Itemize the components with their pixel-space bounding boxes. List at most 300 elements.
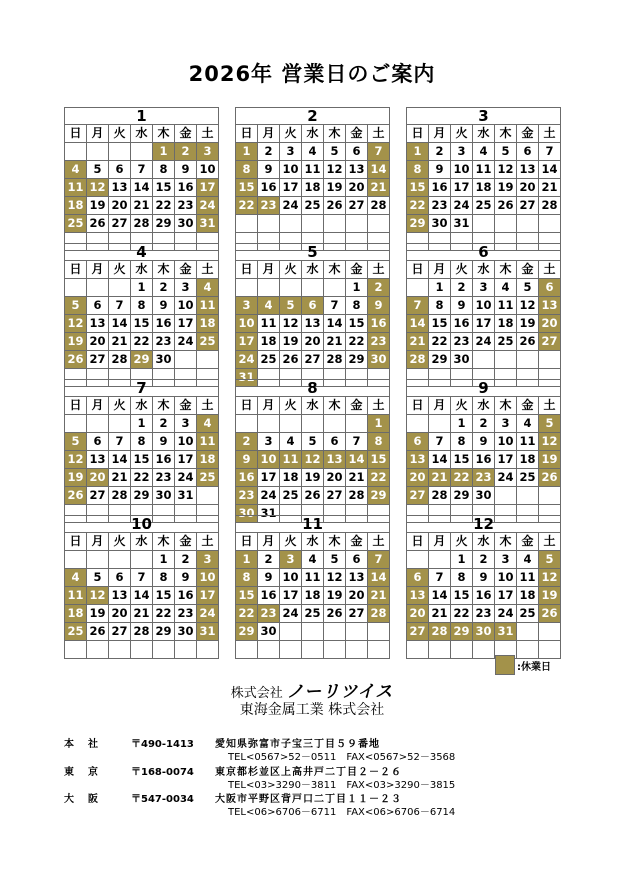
weekday-label: 土 — [368, 125, 390, 143]
day-cell: 23 — [429, 197, 451, 215]
holiday-cell: 25 — [65, 215, 87, 233]
day-cell: 20 — [87, 333, 109, 351]
day-cell: 17 — [175, 451, 197, 469]
empty-cell — [324, 279, 346, 297]
day-cell: 31 — [451, 215, 473, 233]
day-cell: 26 — [87, 215, 109, 233]
day-cell: 15 — [131, 451, 153, 469]
day-cell: 25 — [302, 197, 324, 215]
holiday-cell: 18 — [197, 315, 219, 333]
empty-cell — [175, 641, 197, 659]
holiday-cell: 1 — [236, 551, 258, 569]
day-cell: 21 — [429, 605, 451, 623]
holiday-cell: 4 — [65, 161, 87, 179]
day-cell: 18 — [258, 333, 280, 351]
empty-cell — [109, 551, 131, 569]
day-cell: 3 — [175, 415, 197, 433]
day-cell: 2 — [429, 143, 451, 161]
holiday-cell: 19 — [65, 469, 87, 487]
month-label: 8 — [236, 380, 390, 397]
office-row — [0, 763, 624, 777]
month-label: 9 — [407, 380, 561, 397]
weekday-label: 月 — [258, 533, 280, 551]
day-cell: 15 — [346, 315, 368, 333]
weekday-label: 水 — [473, 397, 495, 415]
day-cell: 16 — [258, 587, 280, 605]
holiday-cell: 25 — [197, 469, 219, 487]
weekday-label: 月 — [429, 125, 451, 143]
holiday-cell: 2 — [175, 143, 197, 161]
day-cell: 10 — [280, 161, 302, 179]
day-cell: 18 — [495, 315, 517, 333]
day-cell: 12 — [324, 161, 346, 179]
day-cell: 7 — [109, 433, 131, 451]
empty-cell — [175, 351, 197, 369]
day-cell: 5 — [87, 569, 109, 587]
holiday-cell: 4 — [197, 415, 219, 433]
day-cell: 21 — [109, 333, 131, 351]
day-cell: 22 — [153, 197, 175, 215]
day-cell: 6 — [109, 569, 131, 587]
weekday-label: 木 — [153, 125, 175, 143]
holiday-cell: 28 — [368, 605, 390, 623]
day-cell: 27 — [87, 487, 109, 505]
day-cell: 11 — [258, 315, 280, 333]
day-cell: 2 — [153, 415, 175, 433]
day-cell: 29 — [451, 487, 473, 505]
day-cell: 30 — [451, 351, 473, 369]
day-cell: 6 — [346, 551, 368, 569]
holiday-cell: 13 — [324, 451, 346, 469]
empty-cell — [197, 641, 219, 659]
empty-cell — [65, 415, 87, 433]
day-cell: 17 — [495, 587, 517, 605]
holiday-cell: 28 — [429, 623, 451, 641]
weekday-label: 日 — [236, 125, 258, 143]
empty-cell — [539, 215, 561, 233]
weekday-label: 水 — [131, 397, 153, 415]
day-cell: 7 — [346, 433, 368, 451]
day-cell: 19 — [87, 197, 109, 215]
office-row — [0, 735, 624, 749]
day-cell: 28 — [539, 197, 561, 215]
holiday-cell: 11 — [65, 179, 87, 197]
day-cell: 22 — [346, 333, 368, 351]
day-cell: 23 — [175, 197, 197, 215]
weekday-label: 金 — [517, 533, 539, 551]
weekday-label: 金 — [175, 125, 197, 143]
day-cell: 9 — [429, 161, 451, 179]
day-cell: 3 — [495, 415, 517, 433]
day-cell: 7 — [131, 161, 153, 179]
empty-cell — [109, 641, 131, 659]
holiday-cell: 3 — [197, 551, 219, 569]
holiday-cell: 6 — [539, 279, 561, 297]
day-cell: 26 — [495, 197, 517, 215]
day-cell: 14 — [131, 179, 153, 197]
weekday-label: 金 — [175, 261, 197, 279]
empty-cell — [236, 279, 258, 297]
holiday-cell: 27 — [407, 623, 429, 641]
holiday-cell: 15 — [368, 451, 390, 469]
day-cell: 6 — [324, 433, 346, 451]
weekday-label: 土 — [539, 397, 561, 415]
day-cell: 23 — [473, 605, 495, 623]
empty-cell — [368, 623, 390, 641]
day-cell: 27 — [346, 605, 368, 623]
holiday-cell: 16 — [368, 315, 390, 333]
day-cell: 31 — [258, 505, 280, 523]
holiday-cell: 29 — [131, 351, 153, 369]
day-cell: 18 — [302, 587, 324, 605]
day-cell: 26 — [517, 333, 539, 351]
holiday-cell: 12 — [539, 569, 561, 587]
holiday-cell: 27 — [539, 333, 561, 351]
day-cell: 14 — [539, 161, 561, 179]
weekday-label: 日 — [65, 261, 87, 279]
day-cell: 16 — [473, 451, 495, 469]
day-cell: 15 — [429, 315, 451, 333]
day-cell: 8 — [153, 569, 175, 587]
office-zip: 〒168-0074 — [131, 767, 194, 778]
office-address: 大阪市平野区背戸口二丁目１１－２３ — [215, 794, 402, 805]
holiday-cell: 17 — [236, 333, 258, 351]
month-label: 4 — [65, 244, 219, 261]
empty-cell — [236, 215, 258, 233]
day-cell: 21 — [324, 333, 346, 351]
day-cell: 15 — [153, 179, 175, 197]
day-cell: 10 — [175, 297, 197, 315]
day-cell: 27 — [346, 197, 368, 215]
day-cell: 18 — [280, 469, 302, 487]
holiday-cell: 20 — [407, 605, 429, 623]
holiday-cell: 23 — [473, 469, 495, 487]
weekday-label: 日 — [236, 533, 258, 551]
day-cell: 7 — [429, 569, 451, 587]
day-cell: 30 — [153, 351, 175, 369]
holiday-cell: 9 — [236, 451, 258, 469]
office-tel: TEL<06>6706－6711 FAX<06>6706－6714 — [228, 807, 456, 818]
weekday-label: 月 — [258, 397, 280, 415]
holiday-cell: 21 — [368, 587, 390, 605]
legend — [495, 655, 551, 675]
empty-cell — [87, 415, 109, 433]
empty-cell — [197, 487, 219, 505]
holiday-cell: 31 — [197, 215, 219, 233]
weekday-label: 月 — [429, 533, 451, 551]
day-cell: 2 — [451, 279, 473, 297]
day-cell: 25 — [473, 197, 495, 215]
weekday-label: 火 — [109, 125, 131, 143]
empty-cell — [258, 415, 280, 433]
weekday-label: 火 — [280, 533, 302, 551]
day-cell: 24 — [495, 605, 517, 623]
holiday-cell: 24 — [197, 197, 219, 215]
empty-cell — [473, 351, 495, 369]
holiday-cell: 25 — [65, 623, 87, 641]
day-cell: 24 — [495, 469, 517, 487]
empty-cell — [407, 279, 429, 297]
holiday-cell: 28 — [407, 351, 429, 369]
day-cell: 24 — [175, 333, 197, 351]
day-cell: 21 — [539, 179, 561, 197]
holiday-cell: 20 — [539, 315, 561, 333]
day-cell: 28 — [131, 623, 153, 641]
holiday-cell: 30 — [473, 623, 495, 641]
weekday-label: 日 — [65, 125, 87, 143]
weekday-label: 木 — [495, 533, 517, 551]
day-cell: 29 — [153, 215, 175, 233]
empty-cell — [451, 641, 473, 659]
holiday-cell: 21 — [429, 469, 451, 487]
day-cell: 28 — [429, 487, 451, 505]
day-cell: 12 — [495, 161, 517, 179]
holiday-swatch — [495, 655, 515, 675]
day-cell: 11 — [495, 297, 517, 315]
day-cell: 23 — [175, 605, 197, 623]
day-cell: 1 — [153, 551, 175, 569]
day-cell: 9 — [473, 569, 495, 587]
day-cell: 27 — [302, 351, 324, 369]
day-cell: 15 — [451, 451, 473, 469]
empty-cell — [368, 215, 390, 233]
day-cell: 24 — [473, 333, 495, 351]
day-cell: 10 — [451, 161, 473, 179]
day-cell: 10 — [473, 297, 495, 315]
weekday-label: 月 — [429, 261, 451, 279]
day-cell: 28 — [368, 197, 390, 215]
weekday-label: 火 — [451, 533, 473, 551]
holiday-cell: 11 — [280, 451, 302, 469]
day-cell: 5 — [517, 279, 539, 297]
day-cell: 19 — [280, 333, 302, 351]
holiday-cell: 8 — [236, 569, 258, 587]
day-cell: 8 — [131, 297, 153, 315]
month-calendar — [406, 379, 561, 523]
legend-label: :休業日 — [517, 661, 551, 673]
month-calendar — [64, 107, 219, 251]
day-cell: 16 — [473, 587, 495, 605]
empty-cell — [346, 623, 368, 641]
holiday-cell: 14 — [368, 161, 390, 179]
day-cell: 30 — [429, 215, 451, 233]
holiday-cell: 5 — [280, 297, 302, 315]
empty-cell — [87, 143, 109, 161]
holiday-cell: 11 — [197, 433, 219, 451]
weekday-label: 水 — [131, 533, 153, 551]
holiday-cell: 1 — [407, 143, 429, 161]
day-cell: 25 — [517, 469, 539, 487]
weekday-label: 日 — [407, 125, 429, 143]
day-cell: 4 — [517, 551, 539, 569]
month-calendar — [406, 515, 561, 659]
day-cell: 18 — [302, 179, 324, 197]
empty-cell — [302, 215, 324, 233]
holiday-cell: 21 — [407, 333, 429, 351]
day-cell: 25 — [258, 351, 280, 369]
day-cell: 27 — [109, 623, 131, 641]
day-cell: 20 — [109, 605, 131, 623]
weekday-label: 金 — [346, 533, 368, 551]
day-cell: 7 — [131, 569, 153, 587]
day-cell: 11 — [302, 569, 324, 587]
holiday-cell: 25 — [197, 333, 219, 351]
holiday-cell: 29 — [368, 487, 390, 505]
holiday-cell: 5 — [539, 551, 561, 569]
day-cell: 19 — [302, 469, 324, 487]
holiday-cell: 17 — [197, 179, 219, 197]
day-cell: 20 — [517, 179, 539, 197]
day-cell: 3 — [473, 279, 495, 297]
holiday-cell: 1 — [368, 415, 390, 433]
day-cell: 23 — [451, 333, 473, 351]
day-cell: 12 — [324, 569, 346, 587]
day-cell: 24 — [280, 197, 302, 215]
office-tel-row — [0, 776, 624, 790]
empty-cell — [346, 641, 368, 659]
day-cell: 22 — [153, 605, 175, 623]
month-calendar — [235, 243, 390, 387]
empty-cell — [429, 551, 451, 569]
day-cell: 17 — [175, 315, 197, 333]
month-label: 3 — [407, 108, 561, 125]
holiday-cell: 26 — [539, 605, 561, 623]
weekday-label: 火 — [451, 125, 473, 143]
weekday-label: 木 — [153, 397, 175, 415]
holiday-cell: 4 — [197, 279, 219, 297]
day-cell: 11 — [517, 569, 539, 587]
empty-cell — [258, 641, 280, 659]
day-cell: 8 — [451, 569, 473, 587]
day-cell: 9 — [175, 161, 197, 179]
empty-cell — [109, 279, 131, 297]
day-cell: 29 — [429, 351, 451, 369]
weekday-label: 火 — [109, 533, 131, 551]
weekday-label: 水 — [302, 533, 324, 551]
day-cell: 9 — [153, 433, 175, 451]
weekday-label: 火 — [280, 397, 302, 415]
empty-cell — [258, 215, 280, 233]
day-cell: 23 — [153, 469, 175, 487]
day-cell: 17 — [280, 179, 302, 197]
day-cell: 27 — [324, 487, 346, 505]
holiday-cell: 22 — [451, 469, 473, 487]
weekday-label: 木 — [495, 397, 517, 415]
day-cell: 15 — [153, 587, 175, 605]
holiday-cell: 29 — [407, 215, 429, 233]
day-cell: 8 — [153, 161, 175, 179]
holiday-cell: 4 — [65, 569, 87, 587]
day-cell: 29 — [346, 351, 368, 369]
month-label: 5 — [236, 244, 390, 261]
day-cell: 7 — [429, 433, 451, 451]
weekday-label: 木 — [153, 533, 175, 551]
day-cell: 10 — [280, 569, 302, 587]
day-cell: 28 — [346, 487, 368, 505]
weekday-label: 火 — [280, 261, 302, 279]
empty-cell — [153, 641, 175, 659]
weekday-label: 木 — [324, 125, 346, 143]
holiday-cell: 12 — [87, 179, 109, 197]
day-cell: 13 — [87, 451, 109, 469]
day-cell: 4 — [302, 143, 324, 161]
day-cell: 15 — [131, 315, 153, 333]
day-cell: 16 — [451, 315, 473, 333]
day-cell: 14 — [131, 587, 153, 605]
day-cell: 13 — [87, 315, 109, 333]
holiday-cell: 30 — [236, 505, 258, 523]
day-cell: 3 — [258, 433, 280, 451]
day-cell: 13 — [109, 587, 131, 605]
holiday-cell: 8 — [368, 433, 390, 451]
day-cell: 25 — [517, 605, 539, 623]
empty-cell — [280, 623, 302, 641]
day-cell: 21 — [346, 469, 368, 487]
weekday-label: 火 — [451, 397, 473, 415]
day-cell: 1 — [346, 279, 368, 297]
office-name: 東京 — [64, 767, 112, 778]
weekday-label: 木 — [153, 261, 175, 279]
day-cell: 21 — [109, 469, 131, 487]
holiday-cell: 29 — [451, 623, 473, 641]
holiday-cell: 2 — [368, 279, 390, 297]
holiday-cell: 3 — [280, 551, 302, 569]
holiday-cell: 8 — [236, 161, 258, 179]
day-cell: 31 — [175, 487, 197, 505]
day-cell: 4 — [280, 433, 302, 451]
empty-cell — [131, 641, 153, 659]
day-cell: 20 — [346, 179, 368, 197]
weekday-label: 金 — [346, 261, 368, 279]
day-cell: 14 — [324, 315, 346, 333]
holiday-cell: 14 — [346, 451, 368, 469]
holiday-cell: 16 — [236, 469, 258, 487]
holiday-cell: 12 — [302, 451, 324, 469]
day-cell: 2 — [473, 415, 495, 433]
month-label: 12 — [407, 516, 561, 533]
weekday-label: 水 — [473, 533, 495, 551]
weekday-label: 水 — [473, 125, 495, 143]
page-title: 2026年 営業日のご案内 — [188, 62, 436, 86]
company-brand-logo: ノーリツイス — [286, 682, 394, 702]
empty-cell — [236, 641, 258, 659]
weekday-label: 日 — [236, 261, 258, 279]
day-cell: 16 — [153, 451, 175, 469]
office-zip: 〒547-0034 — [131, 794, 194, 805]
weekday-label: 水 — [302, 261, 324, 279]
empty-cell — [324, 215, 346, 233]
day-cell: 16 — [429, 179, 451, 197]
weekday-label: 水 — [473, 261, 495, 279]
day-cell: 14 — [429, 587, 451, 605]
weekday-label: 日 — [65, 397, 87, 415]
month-label: 11 — [236, 516, 390, 533]
month-calendar — [235, 515, 390, 659]
day-cell: 5 — [324, 143, 346, 161]
day-cell: 2 — [153, 279, 175, 297]
empty-cell — [87, 641, 109, 659]
holiday-cell: 19 — [65, 333, 87, 351]
month-calendar — [235, 107, 390, 251]
weekday-label: 土 — [368, 261, 390, 279]
day-cell: 10 — [495, 433, 517, 451]
holiday-cell: 7 — [407, 297, 429, 315]
holiday-cell: 12 — [65, 315, 87, 333]
empty-cell — [236, 415, 258, 433]
holiday-cell: 11 — [65, 587, 87, 605]
holiday-cell: 24 — [197, 605, 219, 623]
empty-cell — [302, 279, 324, 297]
